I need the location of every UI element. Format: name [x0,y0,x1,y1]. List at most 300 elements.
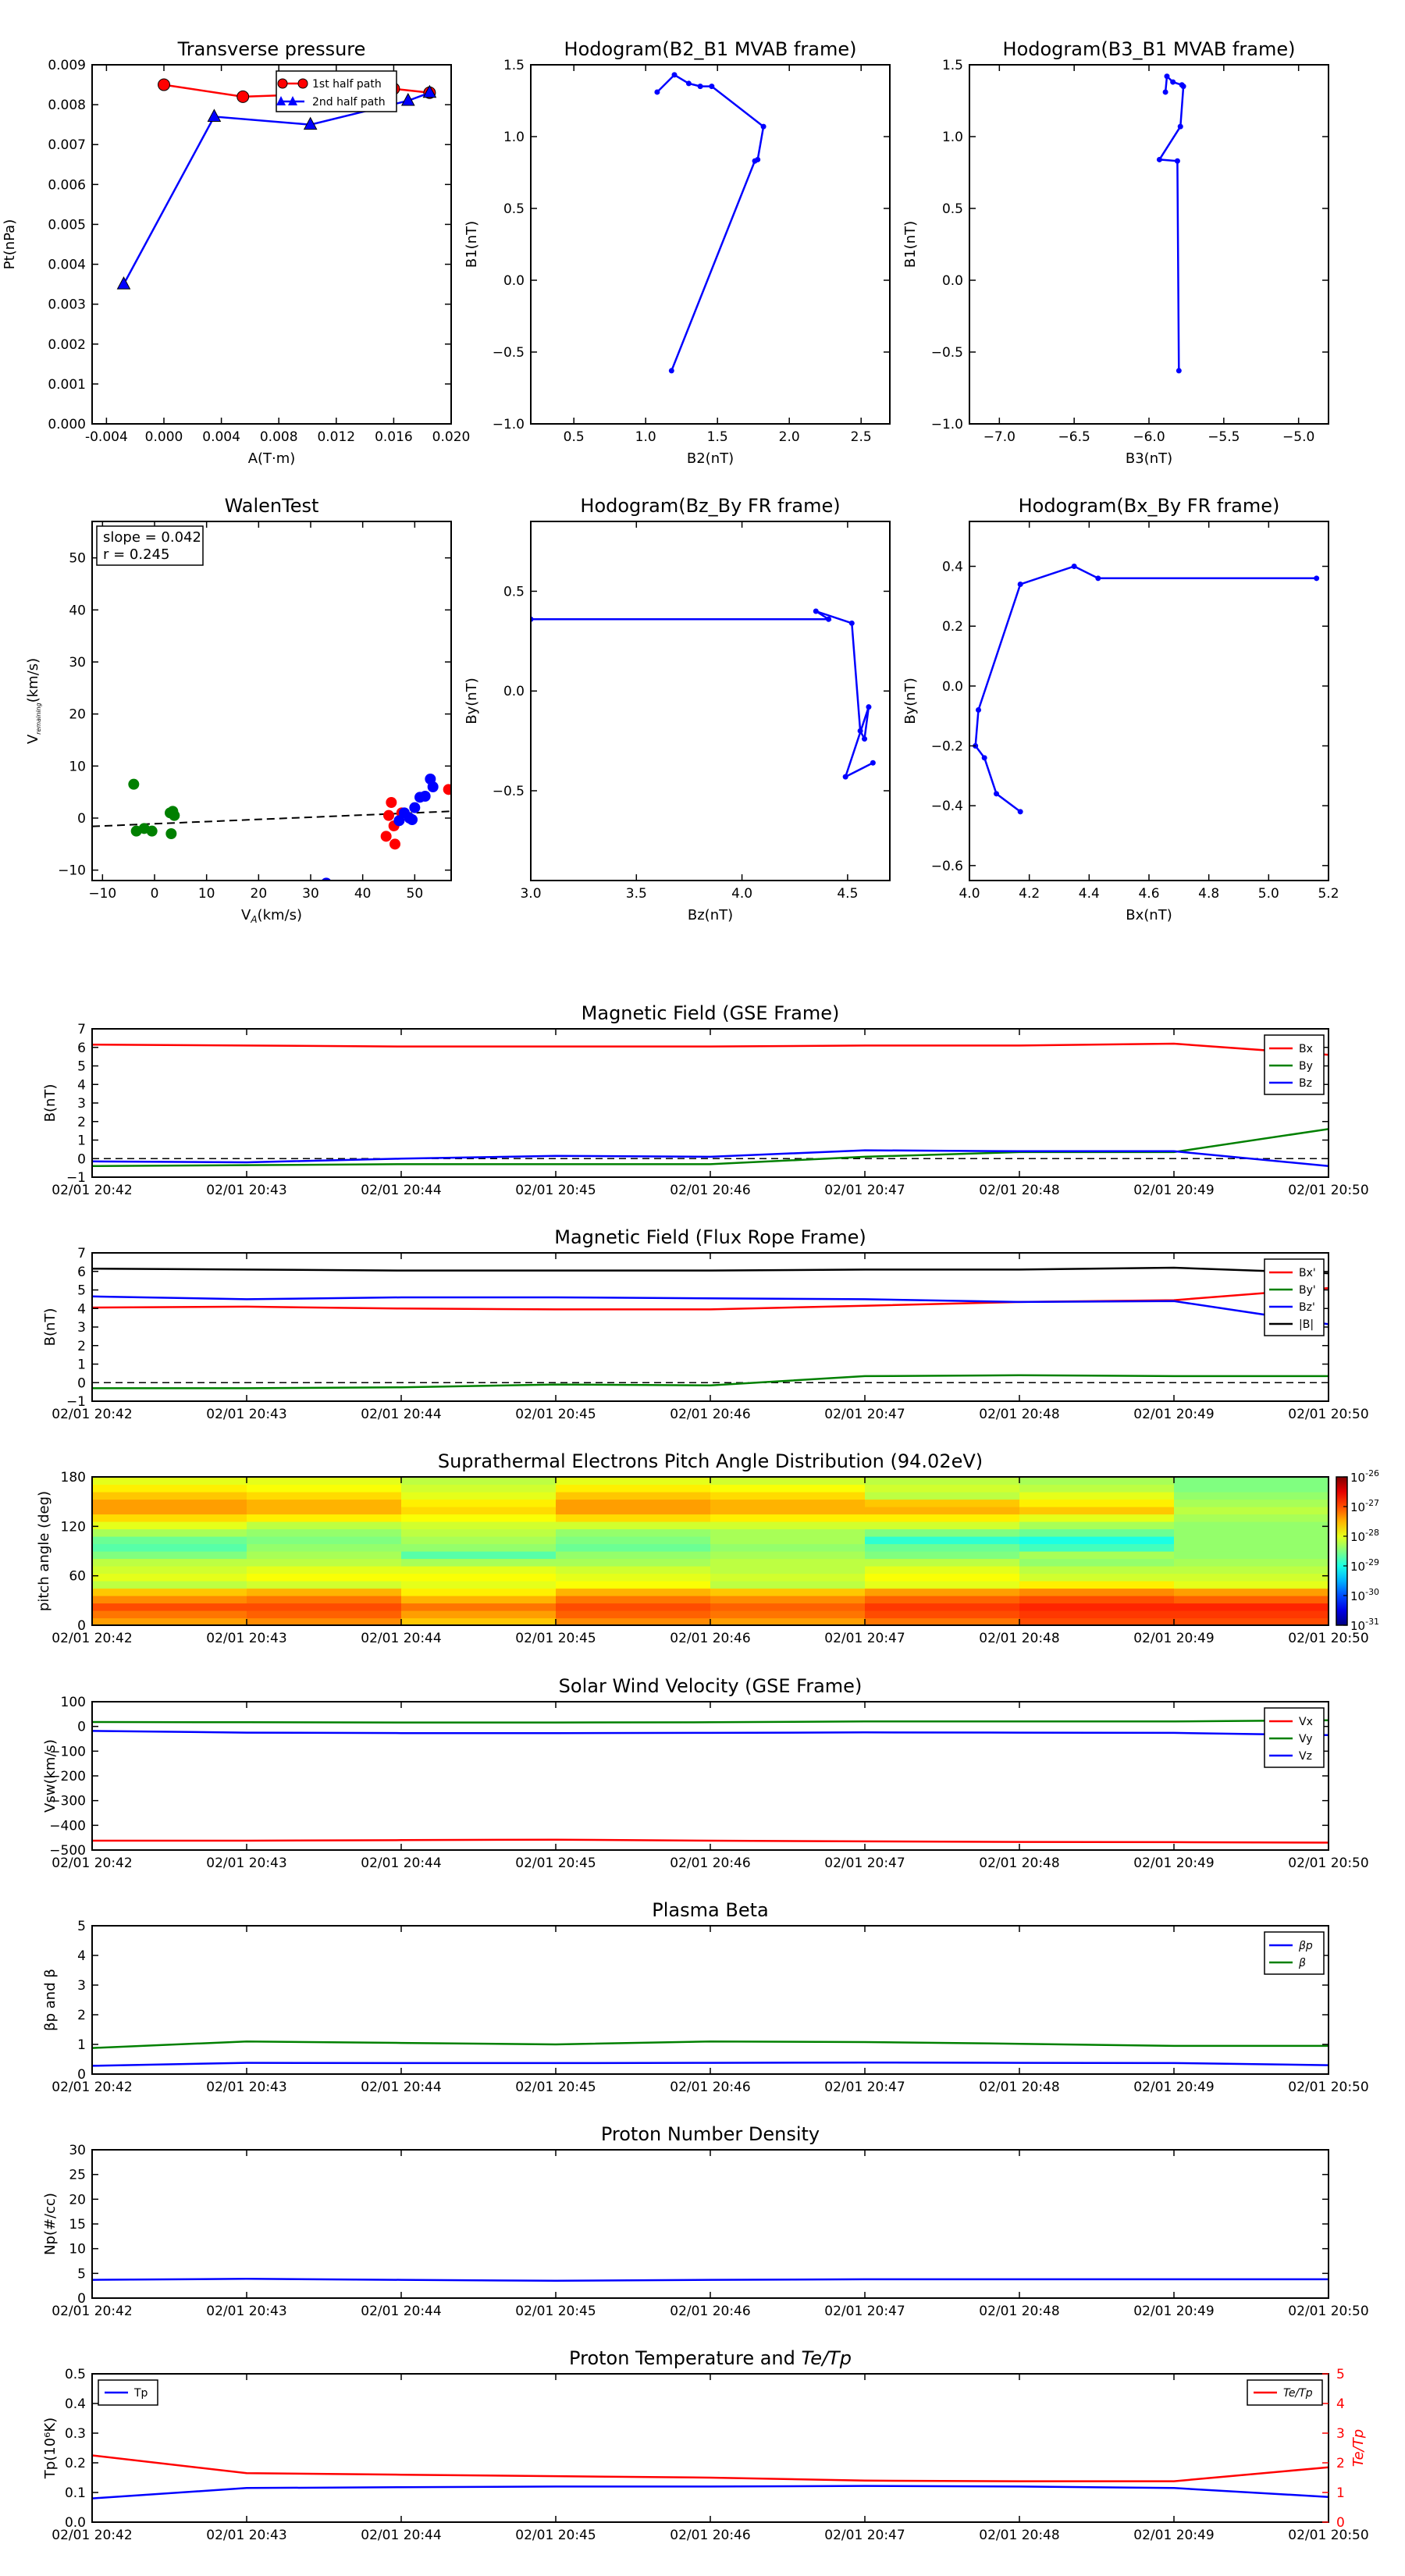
y-tick-label: 100 [60,1695,86,1710]
data-point [1163,89,1168,94]
chart-title: Transverse pressure [177,38,366,60]
x-tick-label: 02/01 20:49 [1133,2304,1215,2319]
y-tick-label: 0.009 [48,58,86,73]
y-axis-label-sub: remaining [35,703,42,735]
x-tick-label: 02/01 20:48 [979,2080,1060,2095]
y-tick-label: 1.5 [941,58,963,73]
heatmap-cell [710,1559,866,1567]
heatmap-cell [710,1529,866,1537]
y-tick-label: 25 [69,2167,86,2183]
x-tick-label: 10 [197,886,215,902]
colorbar-tick-exponent: -30 [1365,1587,1380,1597]
legend-label: Bx' [1299,1267,1316,1279]
y-tick-label: 1.5 [503,58,525,73]
heatmap-cell [710,1544,866,1552]
y-axis-label: Vsw(km/s) [42,1739,59,1813]
heatmap-cell [1019,1574,1175,1582]
heatmap-cell [247,1596,402,1603]
y-tick-label-right: 5 [1336,2367,1345,2382]
data-point [237,91,249,102]
axes-frame [969,65,1329,424]
x-tick-label: 02/01 20:45 [515,2528,596,2543]
x-tick-label: 02/01 20:48 [979,1856,1060,1871]
heatmap-cell [92,1574,247,1582]
panel-transverse-pressure [2,38,470,467]
y-tick-label: 10 [69,759,86,775]
legend-label: |B| [1299,1318,1314,1331]
heatmap-cell [92,1603,247,1611]
panel-magnetic-field-fr [42,1226,1369,1422]
heatmap-cell [556,1500,711,1507]
series-line [92,1044,1329,1055]
heatmap-cell [556,1559,711,1567]
x-tick-label: −5.5 [1208,429,1240,445]
heatmap-cell [1019,1559,1175,1567]
x-tick-label: 40 [354,886,372,902]
heatmap-cell [401,1514,557,1522]
chart-title: Hodogram(B2_B1 MVAB frame) [564,38,857,60]
legend-label: Bx [1299,1043,1313,1055]
x-tick-label: 02/01 20:49 [1133,1183,1215,1198]
x-tick-label: 02/01 20:50 [1288,1631,1369,1646]
y-tick-label: 1.0 [503,130,525,145]
x-tick-label: 02/01 20:48 [979,2528,1060,2543]
heatmap-cell [247,1566,402,1574]
heatmap-cell [1174,1507,1329,1514]
data-point [843,774,848,780]
y-tick-label: 0.002 [48,336,86,353]
x-tick-label: 02/01 20:43 [206,1183,287,1198]
x-tick-label: 02/01 20:48 [979,2304,1060,2319]
plot-area [92,1720,1329,1843]
heatmap-cell [1019,1551,1175,1559]
x-tick-label: 4.0 [959,886,980,902]
legend-label: Vy [1299,1733,1313,1745]
y-tick-label: 1.0 [941,130,963,145]
chart-title-math: Te/Tp [801,2347,852,2369]
heatmap-cell [1174,1492,1329,1500]
x-tick-label: 0.004 [202,429,240,445]
y-tick-label: 0.5 [941,201,963,217]
x-tick-label: 02/01 20:43 [206,1856,287,1871]
y-tick-label: −300 [49,1793,86,1809]
data-point [1157,157,1162,162]
x-tick-label: 02/01 20:42 [52,1407,133,1422]
heatmap-cell [92,1507,247,1514]
heatmap-cell [865,1529,1020,1537]
heatmap-cell [1174,1521,1329,1529]
plot-area [92,1268,1329,1388]
heatmap-cell [710,1603,866,1611]
heatmap-cell [401,1521,557,1529]
x-tick-label: 02/01 20:45 [515,1183,596,1198]
data-point [1314,575,1319,581]
x-tick-label: 02/01 20:46 [670,1856,751,1871]
x-tick-label: 30 [302,886,319,902]
heatmap-cell [710,1507,866,1514]
heatmap-cell [247,1544,402,1552]
heatmap-cell [1019,1477,1175,1485]
x-tick-label: 02/01 20:47 [824,2528,905,2543]
data-point [1178,124,1183,130]
heatmap-cell [556,1603,711,1611]
chart-title: Hodogram(B3_B1 MVAB frame) [1002,38,1296,60]
heatmap-cell [1019,1589,1175,1596]
data-point [428,781,439,792]
heatmap-cell [865,1536,1020,1544]
y-tick-label: 6 [77,1040,86,1056]
data-point [1179,82,1185,87]
x-tick-label: 02/01 20:47 [824,1407,905,1422]
chart-title: Plasma Beta [652,1899,769,1921]
data-point [158,79,170,91]
data-point [858,728,863,734]
y-tick-label: 15 [69,2217,86,2233]
heatmap-cell [1019,1610,1175,1618]
legend-marker [298,79,308,88]
y-tick-label: 0.003 [48,297,86,313]
data-point [686,80,692,86]
y-tick-label: 0.5 [64,2367,86,2382]
y-tick-label: −200 [49,1769,86,1784]
heatmap-cell [1019,1536,1175,1544]
x-axis-label: B3(nT) [1125,450,1173,467]
data-point [698,84,703,89]
y-tick-label: 0.000 [48,417,86,432]
heatmap-cell [247,1492,402,1500]
colorbar-tick-label [1350,1528,1379,1544]
data-point [1018,809,1023,814]
y-axis-label [25,658,42,744]
heatmap-cell [1174,1544,1329,1552]
heatmap-cell [1174,1581,1329,1589]
y-tick-label: 3 [77,1320,86,1336]
y-tick-label: 0.4 [941,559,963,575]
y-tick-label: 180 [60,1470,86,1485]
axes-frame [92,1926,1329,2074]
heatmap-cell [710,1596,866,1603]
x-tick-label: −6.0 [1133,429,1165,445]
x-axis-label: Bz(nT) [687,907,734,923]
axes-frame [531,65,890,424]
heatmap-cell [92,1521,247,1529]
y-tick-label: 0.4 [64,2396,86,2412]
y-tick-label: 0.007 [48,137,86,154]
heatmap-cell [556,1574,711,1582]
x-tick-label: 0.000 [144,429,183,445]
x-axis-label [241,907,302,925]
axes-frame [92,1702,1329,1850]
colorbar-tick-label [1350,1587,1379,1603]
heatmap-cell [1174,1610,1329,1618]
y-tick-label: 5 [77,1919,86,1934]
heatmap-cell [1174,1566,1329,1574]
panel-hodogram-b3-b1 [902,38,1329,467]
x-tick-label: 02/01 20:46 [670,2304,751,2319]
x-tick-label: 0.020 [432,429,471,445]
series-line [92,1129,1329,1166]
heatmap-cell [401,1589,557,1596]
x-tick-label: 02/01 20:42 [52,1183,133,1198]
heatmap-cell [247,1574,402,1582]
heatmap-cell [865,1544,1020,1552]
heatmap-cell [710,1492,866,1500]
legend-label: Bz [1299,1077,1312,1090]
legend-label: By' [1299,1284,1316,1297]
y-tick-label: −0.6 [930,858,963,874]
x-tick-label: 02/01 20:43 [206,2304,287,2319]
heatmap-cell [92,1581,247,1589]
heatmap-cell [401,1566,557,1574]
colorbar [1336,1477,1347,1625]
heatmap-cell [247,1610,402,1618]
x-tick-label: 02/01 20:46 [670,1407,751,1422]
series-line [92,1720,1329,1723]
y-tick-label: 40 [69,603,86,619]
y-tick-label-right: 3 [1336,2426,1345,2442]
heatmap-cell [247,1589,402,1596]
data-point [672,72,678,77]
y-tick-label: −0.5 [492,345,525,361]
heatmap-cell [92,1610,247,1618]
y-tick-label: 6 [77,1264,86,1280]
y-tick-label-right: 1 [1336,2485,1345,2501]
colorbar-tick-label [1350,1617,1379,1633]
heatmap-cell [247,1485,402,1493]
heatmap-cell [710,1485,866,1493]
x-tick-label: 3.5 [625,886,647,902]
heatmap-cell [401,1610,557,1618]
x-tick-label: 20 [250,886,268,902]
heatmap-cell [92,1529,247,1537]
annotation-text: slope = 0.042 [103,529,201,546]
panel-magnetic-field-gse [42,1002,1369,1198]
y-tick-label: 30 [69,655,86,671]
x-tick-label: 02/01 20:43 [206,2080,287,2095]
series-line [92,2279,1329,2281]
heatmap-cell [401,1574,557,1582]
data-point [994,791,999,796]
y-tick-label: −10 [58,863,86,879]
data-point [813,609,819,614]
heatmap-cell [247,1514,402,1522]
heatmap-cell [865,1581,1020,1589]
y-tick-label: −0.4 [930,799,963,815]
legend-label: βp [1299,1940,1313,1952]
legend-marker [278,79,287,88]
y-axis-label-right: Te/Tp [1350,2428,1367,2467]
x-tick-label: 5.2 [1318,886,1339,902]
x-axis-label: A(T·m) [247,450,296,467]
x-tick-label: 02/01 20:49 [1133,2528,1215,2543]
heatmap-cell [1174,1559,1329,1567]
heatmap-cell [247,1529,402,1537]
plot-area [92,774,454,888]
x-tick-label: 4.4 [1078,886,1100,902]
colorbar-tick-exponent: -27 [1365,1498,1380,1508]
heatmap-cell [401,1492,557,1500]
x-tick-label: 02/01 20:43 [206,2528,287,2543]
heatmap-cell [710,1514,866,1522]
y-tick-label: 20 [69,706,86,723]
x-tick-label: 02/01 20:46 [670,2528,751,2543]
heatmap-cell [556,1566,711,1574]
y-tick-label: 0.001 [48,376,86,393]
colorbar-tick-exponent: -29 [1365,1557,1380,1567]
data-point [976,707,981,713]
heatmap-cell [1174,1596,1329,1603]
x-tick-label: 02/01 20:47 [824,2304,905,2319]
y-tick-label: 5 [77,1283,86,1299]
x-tick-label: 4.0 [731,886,753,902]
x-tick-label: 4.2 [1019,886,1040,902]
heatmap-cell [92,1485,247,1493]
heatmap-cell [1174,1485,1329,1493]
heatmap-cell [1174,1589,1329,1596]
y-axis-label: By(nT) [902,678,919,724]
x-tick-label: 0.016 [375,429,413,445]
data-point [1018,582,1023,587]
y-axis-label: B(nT) [42,1308,59,1347]
x-tick-label: 0 [150,886,159,902]
axes-frame [92,2150,1329,2298]
heatmap-cell [247,1536,402,1544]
heatmap-cell [865,1603,1020,1611]
axes-frame [969,521,1329,881]
plot-area [92,2041,1329,2065]
data-point [128,779,139,790]
heatmap-cell [247,1477,402,1485]
y-axis-label: Pt(nPa) [2,219,18,270]
data-point [169,810,180,821]
x-tick-label: -0.004 [84,429,128,445]
x-tick-label: 02/01 20:44 [361,1856,442,1871]
heatmap-cell [1019,1544,1175,1552]
heatmap-cell [1019,1521,1175,1529]
x-tick-label: 02/01 20:44 [361,1407,442,1422]
y-tick-label: 4 [77,1301,86,1318]
colorbar-tick-label [1350,1498,1379,1514]
x-tick-label: 1.5 [706,429,728,445]
y-axis-label: B(nT) [42,1083,59,1123]
panel-pitch-angle-distribution [36,1450,1379,1646]
x-tick-label: 02/01 20:45 [515,1631,596,1646]
data-point [862,736,867,742]
y-axis-label: pitch angle (deg) [36,1490,52,1612]
heatmap-cell [247,1551,402,1559]
chart-title: Solar Wind Velocity (GSE Frame) [558,1675,863,1697]
axes-frame [92,2374,1329,2522]
y-tick-label-right: 2 [1336,2456,1345,2471]
data-point [709,84,714,89]
heatmap-cell [556,1477,711,1485]
x-tick-label: 02/01 20:46 [670,1183,751,1198]
y-tick-label: 120 [60,1519,86,1535]
x-tick-label: 02/01 20:48 [979,1407,1060,1422]
x-tick-label: 02/01 20:49 [1133,1407,1215,1422]
x-tick-label: 50 [406,886,424,902]
legend-box [1264,1932,1324,1974]
chart-title: WalenTest [224,495,319,517]
x-tick-label: 2.5 [850,429,872,445]
legend-label: Vx [1299,1716,1313,1728]
chart-title: Suprathermal Electrons Pitch Angle Distribution (94.02eV) [437,1450,984,1472]
x-tick-label: −7.0 [983,429,1016,445]
x-tick-label: −5.0 [1282,429,1315,445]
series-line [92,2456,1329,2482]
heatmap-cell [865,1500,1020,1507]
y-tick-label: −0.5 [930,345,963,361]
heatmap-cell [865,1551,1020,1559]
y-tick-label: 0.5 [503,201,525,217]
heatmap-cell [247,1603,402,1611]
y-tick-label: 0 [77,1719,86,1735]
x-tick-label: 4.5 [837,886,859,902]
x-tick-label: 02/01 20:48 [979,1183,1060,1198]
x-tick-label: 02/01 20:42 [52,2080,133,2095]
heatmap-cell [1019,1603,1175,1611]
x-tick-label: 02/01 20:44 [361,2304,442,2319]
x-axis-label-unit: (km/s) [257,907,302,923]
chart-title: Proton Number Density [600,2123,820,2145]
chart-title: Magnetic Field (GSE Frame) [581,1002,840,1024]
series-line [92,1840,1329,1843]
colorbar-tick-base: 10 [1350,1619,1366,1633]
series-line [124,93,430,284]
x-tick-label: 02/01 20:50 [1288,1407,1369,1422]
x-tick-label: 02/01 20:45 [515,2080,596,2095]
heatmap-cell [865,1589,1020,1596]
y-tick-label: −1.0 [930,417,963,432]
x-tick-label: 02/01 20:50 [1288,2304,1369,2319]
x-axis-label-text: V [241,907,251,923]
y-axis-label: B1(nT) [902,220,919,269]
heatmap-cell [1174,1514,1329,1522]
data-point [761,124,767,130]
y-tick-label: −1 [66,1394,86,1410]
y-tick-label: 0.5 [503,584,525,600]
heatmap-cell [865,1492,1020,1500]
heatmap-cell [1174,1529,1329,1537]
data-point [1170,80,1176,85]
y-axis-label: B1(nT) [464,220,480,269]
x-tick-label: 02/01 20:44 [361,1183,442,1198]
heatmap-cell [1174,1551,1329,1559]
heatmap-cell [710,1551,866,1559]
legend-label: Te/Tp [1283,2387,1313,2400]
heatmap-cell [1174,1500,1329,1507]
series-line [531,611,873,777]
heatmap-cell [1019,1500,1175,1507]
series-line [976,567,1317,812]
heatmap-cell [556,1492,711,1500]
x-axis-label: Bx(nT) [1126,907,1172,923]
y-tick-label: −1 [66,1170,86,1186]
y-tick-label: 2 [77,2008,86,2023]
heatmap-cell [556,1507,711,1514]
heatmap-cell [865,1507,1020,1514]
heatmap-cells [92,1477,1329,1626]
plot-area [92,2279,1329,2281]
y-tick-label-right: 4 [1336,2396,1345,2412]
heatmap-cell [865,1596,1020,1603]
heatmap-cell [556,1544,711,1552]
heatmap-cell [710,1477,866,1485]
heatmap-cell [556,1536,711,1544]
x-tick-label: 02/01 20:50 [1288,2528,1369,2543]
y-axis-label: Np(#/cc) [42,2193,59,2255]
y-axis-label: Tp(10⁶K) [42,2417,59,2479]
